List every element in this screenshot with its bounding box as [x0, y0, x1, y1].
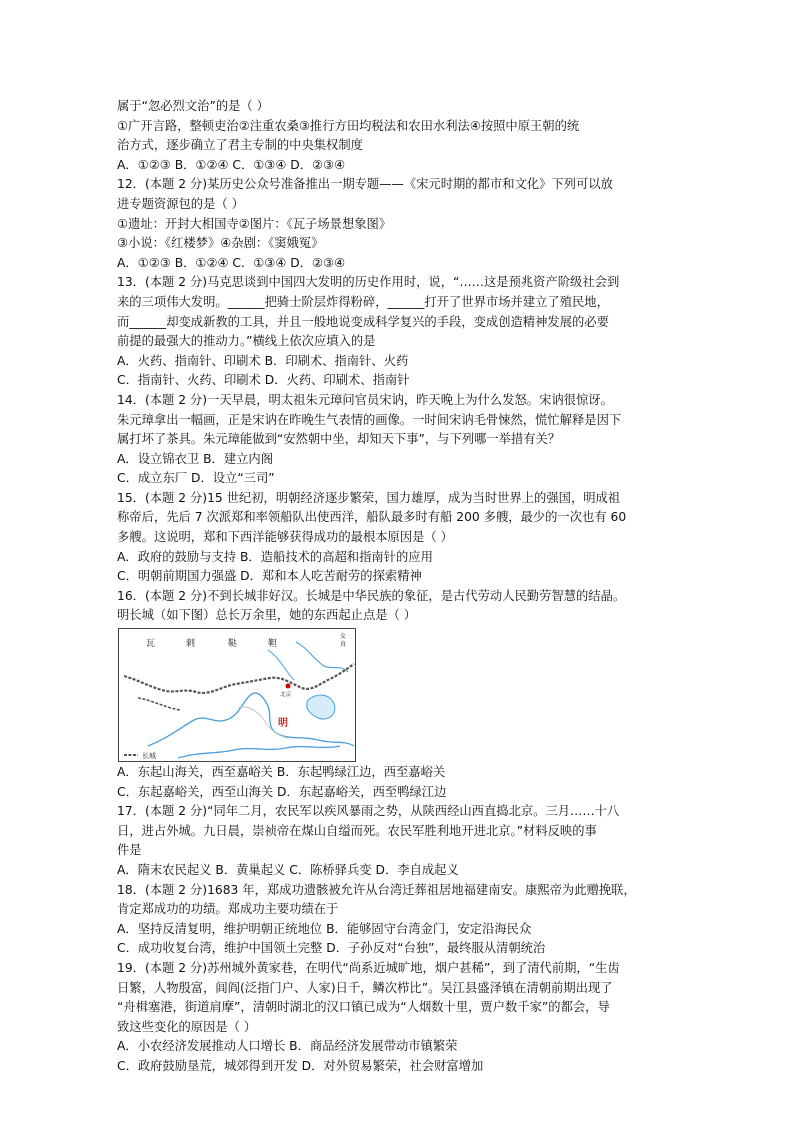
text-line: 朱元璋拿出一幅画，正是宋讷在昨晚生气表情的画像。一时间宋讷毛骨悚然，慌忙解释是因下 [117, 412, 622, 427]
beijing-marker [286, 684, 291, 689]
text-line: ①广开言路，整顿吏治②注重农桑③推行方田均税法和农田水利法④按照中原王朝的统 [117, 118, 580, 133]
text-line: 来的三项伟大发明。______把骑士阶层炸得粉碎，______打开了世界市场并建立了殖民地， [117, 294, 609, 309]
text-line: ①遗址：开封大相国寺②图片：《瓦子场景想象图》 [117, 216, 392, 231]
map-label: 鞑 [228, 639, 238, 650]
text-line: A．设立锦衣卫 B．建立内阁 [117, 451, 274, 466]
text-line: A．①②③ B．①②④ C．①③④ D．②③④ [117, 255, 346, 270]
text-line: 属打坏了茶具。朱元璋能做到“安然朝中坐，却知天下事”，与下列哪一举措有关？ [117, 432, 561, 447]
text-line: 19．(本题 2 分)苏州城外黄家巷，在明代“尚系近城旷地，烟户甚稀”，到了清代前期，“生齿 [117, 960, 620, 975]
text-line: 称帝后，先后 7 次派郑和率领船队出使西洋，船队最多时有船 200 多艘，最少的一次也有 60 [117, 510, 627, 525]
text-line: 治方式，逐步确立了君主专制的中央集权制度 [117, 138, 363, 153]
text-line: C．成立东厂 D．设立“三司” [117, 471, 275, 486]
text-line: 14．(本题 2 分)一天早晨，明太祖朱元璋问官员宋讷，昨天晚上为什么发怒。宋讷很惊讶。 [117, 392, 613, 407]
text-line: A．①②③ B．①②④ C．①③④ D．②③④ [117, 157, 346, 172]
map-label: 剌 [186, 639, 196, 650]
text-line: 日，进占外城。九日晨，崇祯帝在煤山自缢而死。农民军胜利地开进北京。”材料反映的事 [117, 823, 597, 838]
map-label: 靼 [268, 639, 278, 650]
map-label: 女 [340, 633, 347, 641]
text-line: 多艘。这说明，郑和下西洋能够获得成功的最根本原因是（ ） [117, 530, 453, 545]
map-label: 真 [340, 641, 347, 649]
text-line: C．指南针、火药、印刷术 D．火药、印刷术、指南针 [117, 373, 410, 388]
text-line: 日繁，人物殷富，闾阎(泛指门户、人家)日千，鳞次栉比”。吴江县盛泽镇在清朝前期出现了 [117, 980, 613, 995]
document-page [117, 97, 687, 1077]
text-line: 13．(本题 2 分)马克思谈到中国四大发明的历史作用时，说，“……这是预兆资产阶级社会到 [117, 275, 620, 290]
text-line: 15．(本题 2 分)15 世纪初，明朝经济逐步繁荣，国力雄厚，成为当时世界上的强国，明成祖 [117, 490, 621, 505]
question-text-block [117, 97, 687, 626]
text-line: 前提的最强大的推动力。”横线上依次应填入的是 [117, 334, 376, 349]
text-line: 16．(本题 2 分)不到长城非好汉。长城是中华民族的象征，是古代劳动人民勤劳智慧的结晶。 [117, 588, 626, 603]
text-line: “舟楫塞港，街道肩摩”，清朝时湖北的汉口镇已成为“人烟数十里，贾户数千家”的都会，导 [117, 1000, 610, 1015]
text-line: C．政府鼓励垦荒，城郊得到开发 D．对外贸易繁荣，社会财富增加 [117, 1058, 484, 1073]
text-line: 18．(本题 2 分)1683 年，郑成功遗骸被允许从台湾迁葬祖居地福建南安。康熙帝为此赠挽联， [117, 882, 636, 897]
text-line: C．明朝前期国力强盛 D．郑和本人吃苦耐劳的探索精神 [117, 569, 422, 584]
text-line: 件是 [117, 843, 142, 858]
text-line: A．隋末农民起义 B．黄巢起义 C．陈桥驿兵变 D．李自成起义 [117, 863, 459, 877]
map-figure [118, 628, 356, 762]
text-line: C．成功收复台湾，维护中国领土完整 D．子孙反对“台独”，最终服从清朝统治 [117, 941, 546, 956]
text-line: 而______却变成新教的工具，并且一般地说变成科学复兴的手段，变成创造精神发展的必要 [117, 314, 609, 329]
map-label: 明 [278, 718, 288, 730]
text-line: 17．(本题 2 分)“同年二月，农民军以疾风暴雨之势，从陕西经山西直捣北京。三月……十八 [117, 804, 620, 819]
text-line: ③小说：《红楼梦》④杂剧：《窦娥冤》 [117, 236, 324, 251]
text-line: A．政府的鼓励与支持 B．造船技术的高超和指南针的应用 [117, 549, 433, 564]
text-line: 12．(本题 2 分)某历史公众号准备推出一期专题——《宋元时期的都市和文化》下列可以放 [117, 177, 613, 192]
text-line: 明长城（如下图）总长万余里，她的东西起止点是（ ） [117, 608, 417, 623]
text-line: A．小农经济发展推动人口增长 B．商品经济发展带动市镇繁荣 [117, 1039, 458, 1054]
text-line: 致这些变化的原因是（ ） [117, 1019, 257, 1034]
text-line: 肯定郑成功的功绩。郑成功主要功绩在于 [117, 902, 339, 917]
legend-label: 长城 [142, 752, 156, 761]
text-line: 进专题资源包的是（ ） [117, 196, 244, 211]
map-label: 北京 [280, 692, 292, 699]
text-line: 属于“忽必烈文治”的是（ ） [117, 99, 269, 113]
text-line: C．东起嘉峪关，西至山海关 D．东起嘉峪关，西至鸭绿江边 [117, 784, 447, 799]
text-line: A．东起山海关，西至嘉峪关 B．东起鸭绿江边，西至嘉峪关 [117, 765, 446, 780]
map-label: 瓦 [146, 639, 156, 650]
text-line: A．坚持反清复明，维护明朝正统地位 B．能够固守台湾金门，安定沿海民众 [117, 921, 532, 936]
text-line: A．火药、指南针、印刷术 B．印刷术、指南针、火药 [117, 353, 409, 368]
great-wall-map [118, 628, 356, 762]
question-text-block [117, 763, 687, 1077]
